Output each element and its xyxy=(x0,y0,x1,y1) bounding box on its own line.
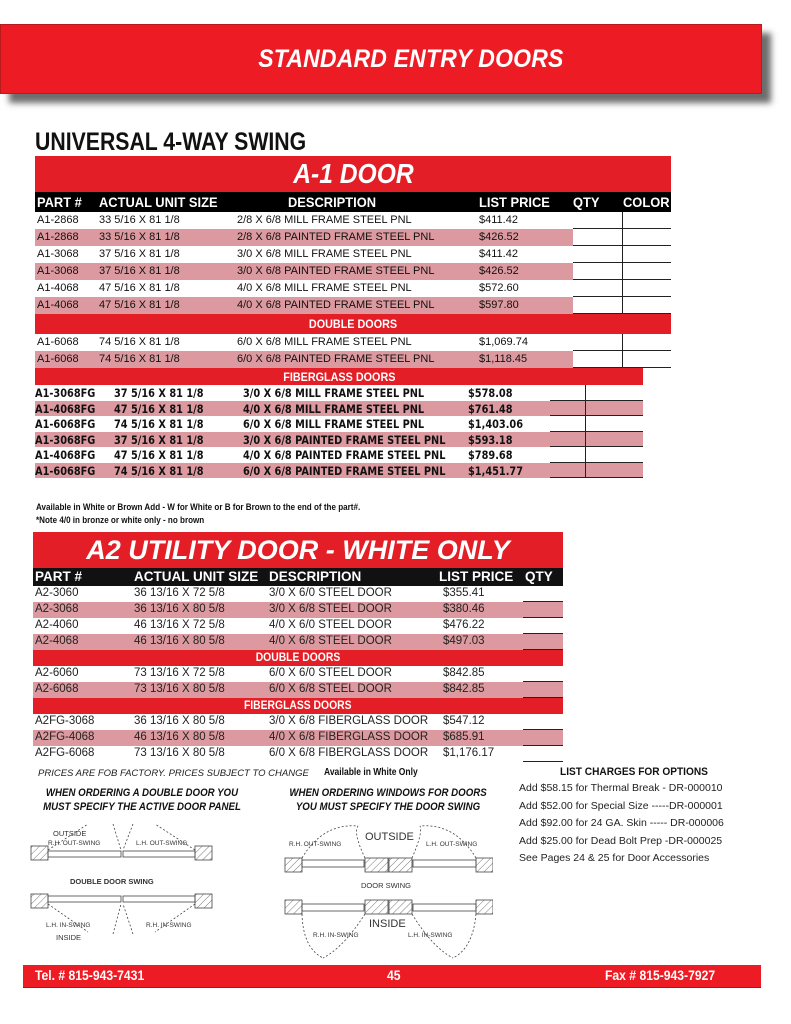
cell-price: $761.48 xyxy=(468,401,513,416)
cell-size: 36 13/16 X 80 5/8 xyxy=(134,603,225,615)
section-title: UNIVERSAL 4-WAY SWING xyxy=(35,128,307,156)
cell-size: 46 13/16 X 80 5/8 xyxy=(134,731,225,743)
qty-input[interactable] xyxy=(573,351,623,368)
cell-price: $842.85 xyxy=(443,683,485,695)
cell-price: $685.91 xyxy=(443,731,485,743)
color-input[interactable] xyxy=(586,385,643,401)
cell-price: $1,118.45 xyxy=(479,353,528,365)
rh-out-swing-label: R.H. OUT-SWING xyxy=(289,841,342,848)
col-qty: QTY xyxy=(525,569,553,584)
cell-desc: 3/0 X 6/8 MILL FRAME STEEL PNL xyxy=(243,386,425,400)
white-only-note: Available in White Only xyxy=(324,767,418,778)
cell-price: $547.12 xyxy=(443,715,485,727)
cell-size: 47 5/16 X 81 1/8 xyxy=(99,299,180,311)
table-row xyxy=(35,447,671,463)
cell-part: A1-2868 xyxy=(37,214,79,226)
cell-price: $380.46 xyxy=(443,603,485,615)
qty-input[interactable] xyxy=(573,334,623,351)
cell-desc: 4/0 X 6/8 STEEL DOOR xyxy=(269,635,392,647)
door-swing-label: DOOR SWING xyxy=(361,881,411,890)
table-row xyxy=(35,229,671,246)
cell-price: $411.42 xyxy=(479,248,518,260)
cell-price: $355.41 xyxy=(443,587,485,599)
color-input[interactable] xyxy=(586,463,643,479)
lh-out-swing-label: L.H. OUT-SWING xyxy=(426,841,478,848)
page-banner xyxy=(0,24,762,94)
table-row xyxy=(35,385,671,401)
color-input[interactable] xyxy=(623,297,671,314)
cell-size: 73 13/16 X 80 5/8 xyxy=(134,683,225,695)
caption-line-1: WHEN ORDERING A DOUBLE DOOR YOU xyxy=(45,787,239,799)
cell-size: 74 5/16 X 81 1/8 xyxy=(114,463,204,478)
col-part: PART # xyxy=(37,194,82,210)
cell-price: $1,451.77 xyxy=(468,463,524,478)
cell-desc: 6/0 X 6/8 STEEL DOOR xyxy=(269,683,392,695)
table-row xyxy=(33,714,563,730)
caption-line-2: YOU MUST SPECIFY THE DOOR SWING xyxy=(295,801,481,813)
cell-price: $497.03 xyxy=(443,635,485,647)
option-thermal-break: Add $58.15 for Thermal Break - DR-000010 xyxy=(519,782,723,794)
double-door-caption xyxy=(36,786,247,814)
caption-line-1: WHEN ORDERING WINDOWS FOR DOORS xyxy=(289,787,487,799)
a2-header-row xyxy=(33,568,563,586)
a1-header-row xyxy=(35,192,671,212)
cell-part: A2FG-6068 xyxy=(35,747,95,759)
cell-part: A1-6068FG xyxy=(35,417,96,431)
cell-part: A2-3068 xyxy=(35,603,79,615)
cell-size: 73 13/16 X 80 5/8 xyxy=(134,747,225,759)
cell-part: A2-3060 xyxy=(35,587,79,599)
table-row xyxy=(35,212,671,229)
a1-fiberglass-header xyxy=(35,368,643,385)
cell-size: 33 5/16 X 81 1/8 xyxy=(99,231,180,243)
qty-input[interactable] xyxy=(523,761,563,762)
table-row xyxy=(33,586,563,602)
cell-price: $572.60 xyxy=(479,282,519,294)
cell-part: A1-2868 xyxy=(37,231,79,243)
cell-desc: 4/0 X 6/8 MILL FRAME STEEL PNL xyxy=(243,401,425,416)
rh-out-swing-label: R.H. OUT-SWING xyxy=(48,840,101,847)
cell-size: 46 13/16 X 80 5/8 xyxy=(134,635,225,647)
table-row xyxy=(35,263,671,280)
cell-size: 33 5/16 X 81 1/8 xyxy=(99,214,180,226)
qty-input[interactable] xyxy=(573,297,623,314)
a1-door-table xyxy=(35,156,671,478)
cell-size: 37 5/16 X 81 1/8 xyxy=(99,265,180,277)
page-number: 45 xyxy=(387,968,401,983)
cell-size: 74 5/16 X 81 1/8 xyxy=(99,353,180,365)
color-input[interactable] xyxy=(586,401,643,417)
qty-input[interactable] xyxy=(573,229,623,246)
cell-desc: 3/0 X 6/0 STEEL DOOR xyxy=(269,587,392,599)
cell-part: A1-4068FG xyxy=(35,401,96,416)
qty-input[interactable] xyxy=(573,280,623,297)
a2-utility-door-table xyxy=(33,532,563,762)
color-input[interactable] xyxy=(586,432,643,448)
cell-part: A1-6068FG xyxy=(35,463,96,478)
cell-desc: 4/0 X 6/8 MILL FRAME STEEL PNL xyxy=(237,282,412,294)
option-dead-bolt: Add $25.00 for Dead Bolt Prep -DR-000025 xyxy=(519,834,723,847)
cell-price: $789.68 xyxy=(468,448,513,462)
qty-input[interactable] xyxy=(573,246,623,263)
accessories-reference: See Pages 24 & 25 for Door Accessories xyxy=(519,852,710,864)
table-row xyxy=(35,351,671,368)
cell-size: 74 5/16 X 81 1/8 xyxy=(99,336,180,348)
cell-desc: 4/0 X 6/8 FIBERGLASS DOOR xyxy=(269,731,429,743)
color-input[interactable] xyxy=(586,416,643,432)
fiberglass-label: FIBERGLASS DOORS xyxy=(282,369,396,384)
cell-desc: 3/0 X 6/8 STEEL DOOR xyxy=(269,603,392,615)
col-description: DESCRIPTION xyxy=(269,569,362,584)
fiberglass-label: FIBERGLASS DOORS xyxy=(244,700,352,712)
rh-in-swing-label: R.H. IN-SWING xyxy=(146,922,192,929)
cell-part: A2FG-4068 xyxy=(35,731,95,743)
color-input[interactable] xyxy=(623,351,671,368)
cell-size: 37 5/16 X 81 1/8 xyxy=(114,432,204,447)
bronze-note: *Note 4/0 in bronze or white only - no brown xyxy=(36,515,205,526)
table-row xyxy=(33,682,563,698)
qty-input[interactable] xyxy=(573,263,623,280)
cell-part: A1-3068FG xyxy=(35,386,96,400)
col-part: PART # xyxy=(35,569,83,584)
option-24ga-skin: Add $92.00 for 24 GA. Skin ----- DR-000006 xyxy=(519,817,724,829)
cell-price: $476.22 xyxy=(443,619,485,631)
cell-part: A1-3068 xyxy=(37,248,79,260)
cell-part: A1-3068 xyxy=(37,265,79,277)
a1-title-text: A-1 DOOR xyxy=(292,158,414,189)
double-door-swing-diagram xyxy=(28,822,218,947)
col-size: ACTUAL UNIT SIZE xyxy=(99,194,218,210)
telephone-number: Tel. # 815-943-7431 xyxy=(35,968,145,983)
cell-desc: 3/0 X 6/8 PAINTED FRAME STEEL PNL xyxy=(237,265,435,277)
cell-desc: 4/0 X 6/8 PAINTED FRAME STEEL PNL xyxy=(237,299,435,311)
cell-desc: 2/8 X 6/8 MILL FRAME STEEL PNL xyxy=(237,214,412,226)
cell-price: $426.52 xyxy=(479,265,519,277)
cell-desc: 6/0 X 6/8 MILL FRAME STEEL PNL xyxy=(243,417,425,431)
cell-part: A1-6068 xyxy=(37,353,79,365)
a2-rows xyxy=(33,586,563,650)
cell-desc: 4/0 X 6/0 STEEL DOOR xyxy=(269,619,392,631)
cell-part: A2FG-3068 xyxy=(35,715,95,727)
col-description: DESCRIPTION xyxy=(288,194,377,210)
double-door-swing-label: DOUBLE DOOR SWING xyxy=(70,877,154,886)
table-row xyxy=(35,246,671,263)
a1-table-title xyxy=(35,156,671,192)
col-qty: QTY xyxy=(573,194,600,210)
a1-fiberglass-rows xyxy=(35,385,671,478)
options-title: LIST CHARGES FOR OPTIONS xyxy=(560,766,708,778)
color-input[interactable] xyxy=(623,334,671,351)
a1-double-doors-header xyxy=(35,314,671,334)
table-row xyxy=(35,463,671,479)
cell-part: A1-4068 xyxy=(37,299,79,311)
cell-part: A2-6060 xyxy=(35,667,79,679)
table-row xyxy=(35,334,671,351)
cell-part: A2-4060 xyxy=(35,619,79,631)
a2-double-rows xyxy=(33,666,563,698)
cell-desc: 3/0 X 6/8 MILL FRAME STEEL PNL xyxy=(237,248,412,260)
cell-price: $411.42 xyxy=(479,214,518,226)
a1-rows xyxy=(35,212,671,314)
a2-fiberglass-header xyxy=(33,698,563,714)
a2-title-text: A2 UTILITY DOOR - WHITE ONLY xyxy=(86,534,510,565)
table-row xyxy=(35,416,671,432)
cell-desc: 6/0 X 6/8 PAINTED FRAME STEEL PNL xyxy=(243,463,446,478)
cell-size: 47 5/16 X 81 1/8 xyxy=(114,448,204,462)
door-swing-diagram xyxy=(283,818,493,963)
rh-in-swing-label: R.H. IN-SWING xyxy=(313,932,359,939)
cell-desc: 6/0 X 6/8 PAINTED FRAME STEEL PNL xyxy=(237,353,435,365)
cell-size: 36 13/16 X 72 5/8 xyxy=(134,587,225,599)
cell-desc: 3/0 X 6/8 FIBERGLASS DOOR xyxy=(269,715,429,727)
fob-note: PRICES ARE FOB FACTORY. PRICES SUBJECT TO CHANGE xyxy=(38,768,309,779)
cell-size: 47 5/16 X 81 1/8 xyxy=(99,282,180,294)
option-special-size: Add $52.00 for Special Size -----DR-000001 xyxy=(519,799,723,812)
lh-in-swing-label: L.H. IN-SWING xyxy=(408,932,453,939)
banner-title: STANDARD ENTRY DOORS xyxy=(258,44,564,73)
table-row xyxy=(33,634,563,650)
cell-size: 37 5/16 X 81 1/8 xyxy=(99,248,180,260)
cell-size: 73 13/16 X 72 5/8 xyxy=(134,667,225,679)
cell-desc: 6/0 X 6/8 FIBERGLASS DOOR xyxy=(269,747,429,759)
a2-table-title xyxy=(33,532,563,568)
lh-in-swing-label: L.H. IN-SWING xyxy=(46,922,91,929)
table-row xyxy=(33,746,563,762)
color-input[interactable] xyxy=(586,447,643,463)
inside-label: INSIDE xyxy=(56,933,82,942)
cell-price: $842.85 xyxy=(443,667,485,679)
cell-part: A1-6068 xyxy=(37,336,79,348)
cell-size: 47 5/16 X 81 1/8 xyxy=(114,401,204,416)
lh-out-swing-label: L.H. OUT-SWING xyxy=(136,840,188,847)
cell-price: $1,403.06 xyxy=(468,417,524,431)
cell-part: A1-3068FG xyxy=(35,432,96,447)
cell-size: 37 5/16 X 81 1/8 xyxy=(114,386,204,400)
col-list-price: LIST PRICE xyxy=(479,194,550,210)
cell-part: A2-4068 xyxy=(35,635,79,647)
table-row xyxy=(35,297,671,314)
qty-input[interactable] xyxy=(573,212,623,229)
cell-price: $597.80 xyxy=(479,299,519,311)
col-list-price: LIST PRICE xyxy=(439,569,514,584)
qty-input[interactable] xyxy=(550,401,586,417)
color-input[interactable] xyxy=(623,263,671,280)
a1-double-rows xyxy=(35,334,671,368)
cell-part: A2-6068 xyxy=(35,683,79,695)
outside-label: OUTSIDE xyxy=(365,831,414,843)
inside-label: INSIDE xyxy=(369,918,406,930)
outside-label: OUTSIDE xyxy=(53,829,87,838)
cell-price: $1,176.17 xyxy=(443,747,495,759)
double-doors-label: DOUBLE DOORS xyxy=(308,317,398,331)
cell-desc: 2/8 X 6/8 PAINTED FRAME STEEL PNL xyxy=(237,231,435,243)
color-availability-note: Available in White or Brown Add - W for White or B for Brown to the end of the part#. xyxy=(36,502,361,513)
qty-input[interactable] xyxy=(550,463,586,479)
qty-input[interactable] xyxy=(550,432,586,448)
a2-double-doors-header xyxy=(33,650,563,666)
cell-size: 36 13/16 X 80 5/8 xyxy=(134,715,225,727)
cell-size: 74 5/16 X 81 1/8 xyxy=(114,417,204,431)
color-input[interactable] xyxy=(623,229,671,246)
cell-desc: 6/0 X 6/8 MILL FRAME STEEL PNL xyxy=(237,336,412,348)
table-row xyxy=(35,280,671,297)
cell-desc: 4/0 X 6/8 PAINTED FRAME STEEL PNL xyxy=(243,448,446,462)
window-door-caption xyxy=(282,786,493,814)
a2-fiberglass-rows xyxy=(33,714,563,762)
table-row xyxy=(35,432,671,448)
table-row xyxy=(33,602,563,618)
color-input[interactable] xyxy=(623,280,671,297)
cell-part: A1-4068FG xyxy=(35,448,96,462)
cell-price: $578.08 xyxy=(468,386,513,400)
table-row xyxy=(35,401,671,417)
cell-price: $593.18 xyxy=(468,432,513,447)
page-footer xyxy=(23,965,761,988)
qty-input[interactable] xyxy=(550,385,586,401)
table-row xyxy=(33,618,563,634)
cell-price: $1,069.74 xyxy=(479,336,528,348)
cell-desc: 6/0 X 6/0 STEEL DOOR xyxy=(269,667,392,679)
col-size: ACTUAL UNIT SIZE xyxy=(134,569,259,584)
qty-input[interactable] xyxy=(550,447,586,463)
options-list xyxy=(519,766,759,870)
fax-number: Fax # 815-943-7927 xyxy=(605,968,716,983)
cell-desc: 3/0 X 6/8 PAINTED FRAME STEEL PNL xyxy=(243,432,446,447)
qty-input[interactable] xyxy=(550,416,586,432)
cell-size: 46 13/16 X 72 5/8 xyxy=(134,619,225,631)
color-input[interactable] xyxy=(623,246,671,263)
table-row xyxy=(33,666,563,682)
cell-price: $426.52 xyxy=(479,231,519,243)
double-doors-label: DOUBLE DOORS xyxy=(255,652,341,664)
table-row xyxy=(33,730,563,746)
col-color: COLOR xyxy=(623,194,670,210)
cell-part: A1-4068 xyxy=(37,282,79,294)
color-input[interactable] xyxy=(623,212,671,229)
caption-line-2: MUST SPECIFY THE ACTIVE DOOR PANEL xyxy=(43,801,241,813)
